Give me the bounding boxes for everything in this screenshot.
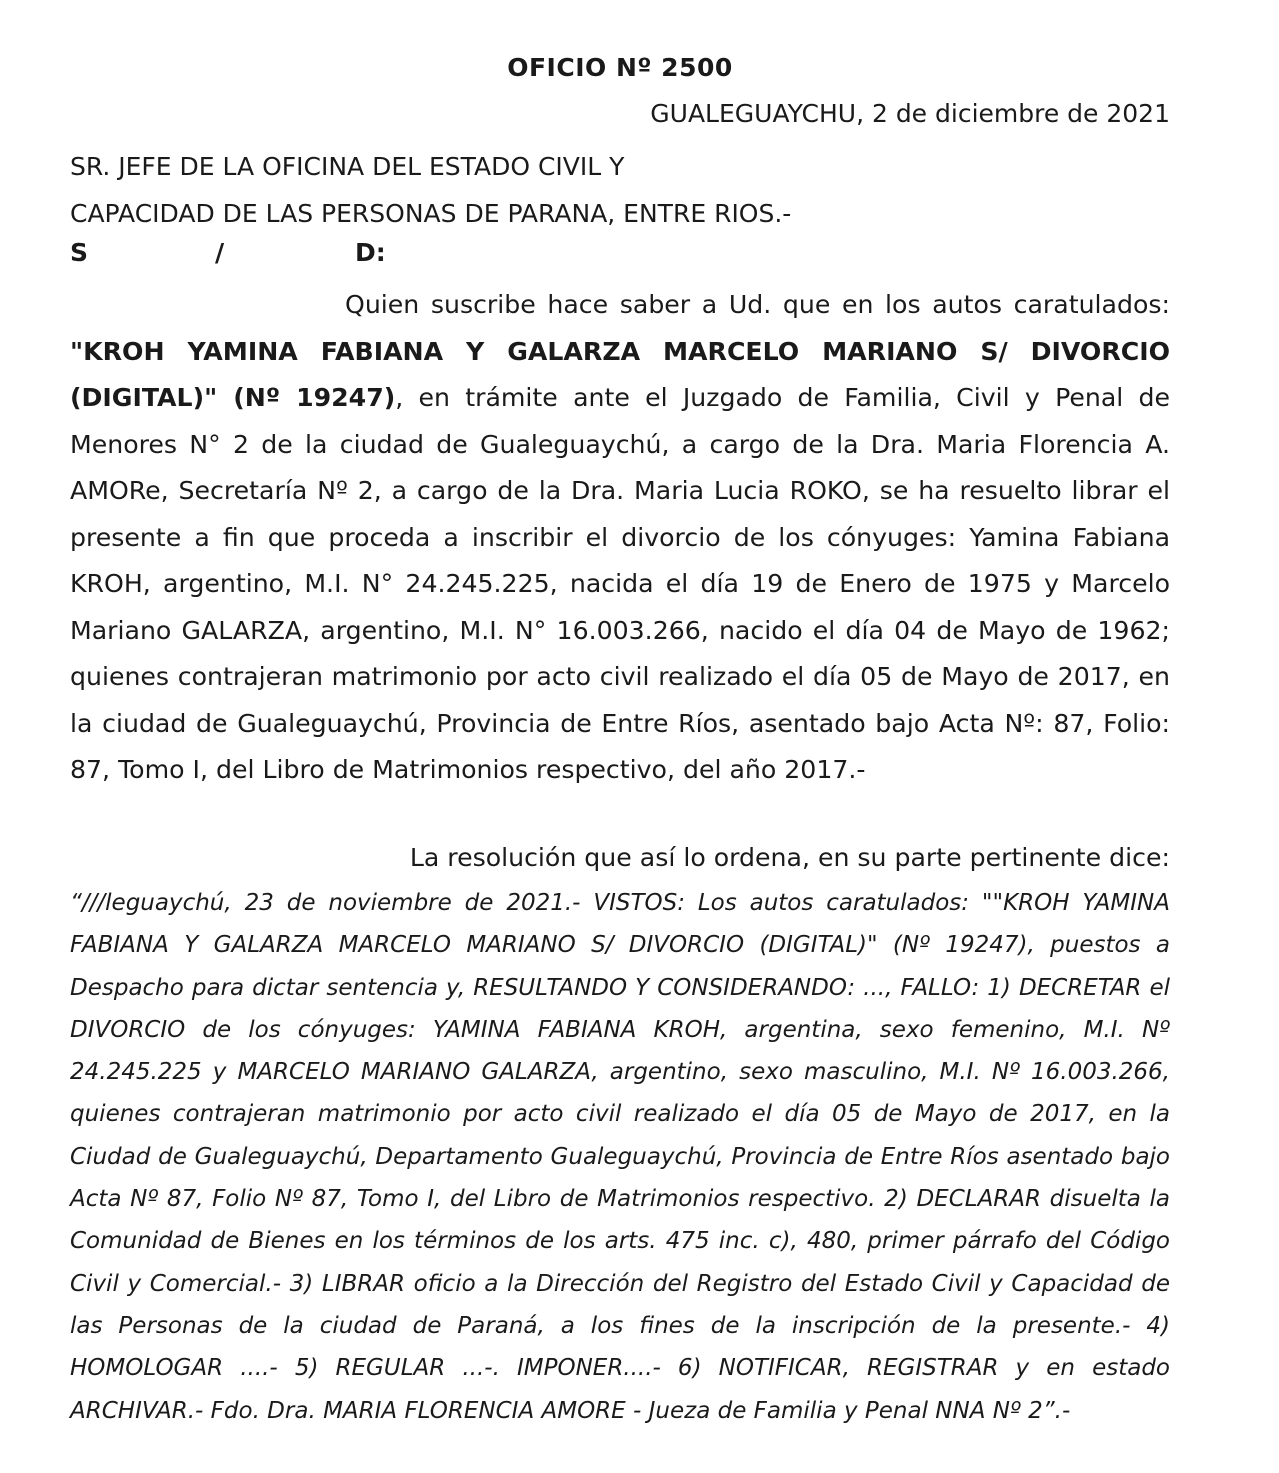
salutation-slash: / — [215, 238, 225, 267]
body-intro: Quien suscribe hace saber a Ud. que en los autos caratulados: — [345, 290, 1170, 319]
salutation-d: D: — [355, 238, 386, 267]
resolution-quote — [70, 882, 1170, 1432]
place-date: GUALEGUAYCHU, 2 de diciembre de 2021 — [650, 99, 1170, 128]
addressee-line-2: CAPACIDAD DE LAS PERSONAS DE PARANA, ENTRE RIOS.- — [70, 199, 792, 228]
case-title: "KROH YAMINA FABIANA Y GALARZA MARCELO MARIANO S/ DIVORCIO (DIGITAL)" (Nº 19247) — [70, 336, 1170, 412]
body-text: , en trámite ante el Juzgado de Familia, Civil y Penal de Menores N° 2 de la ciudad de Gualeguaychú, a cargo de la Dra. Maria Florencia A. AMORe, Secretaría Nº 2, a cargo de la Dra. Maria Lucia ROKO, se ha resuelto librar el presente a fin que proceda a inscribir el divorcio de los cónyuges: Yamina Fabiana KROH, argentino, M.I. N° 24.245.225, nacida el día 19 de Enero de 1975 y Marcelo Mariano GALARZA, argentino, M.I. N° 16.003.266, nacido el día 04 de Mayo de 1962; quienes contrajeran matrimonio por acto civil realizado el día 05 de Mayo de 2017, en la ciudad de Gualeguaychú, Provincia de Entre Ríos, asentado bajo Acta Nº: 87, Folio: 87, Tomo I, del Libro de Matrimonios respectivo, del año 2017.- — [70, 383, 1170, 784]
resolution-intro: La resolución que así lo ordena, en su parte pertinente dice: — [409, 843, 1170, 872]
addressee-line-1: SR. JEFE DE LA OFICINA DEL ESTADO CIVIL Y — [70, 152, 625, 181]
addressee-block — [70, 143, 791, 237]
body-paragraph — [70, 282, 1170, 794]
document-title: OFICIO Nº 2500 — [507, 53, 733, 82]
document-page — [70, 0, 1170, 1473]
salutation-s: S — [70, 238, 89, 267]
salutation-sd — [70, 235, 470, 275]
resolution-quote-text: “///leguaychú, 23 de noviembre de 2021.- VISTOS: Los autos caratulados: ""KROH YAMINA FABIANA Y GALARZA MARCELO MARIANO S/ DIVORCIO (DIGITAL)" (Nº 19247), puestos a Despacho para dictar sentencia y, RESULTANDO Y CONSIDERANDO: ..., FALLO: 1) DECRETAR el DIVORCIO de los cónyuges: YAMINA FABIANA KROH, argentina, sexo femenino, M.I. Nº 24.245.225 y MARCELO MARIANO GALARZA, argentino, sexo masculino, M.I. Nº 16.003.266, quienes contrajeran matrimonio por acto civil realizado el día 05 de Mayo de 2017, en la Ciudad de Gualeguaychú, Departamento Gualeguaychú, Provincia de Entre Ríos asentado bajo Acta Nº 87, Folio Nº 87, Tomo I, del Libro de Matrimonios respectivo. 2) DECLARAR disuelta la Comunidad de Bienes en los términos de los arts. 475 inc. c), 480, primer párrafo del Código Civil y Comercial.- 3) LIBRAR oficio a la Dirección del Registro del Estado Civil y Capacidad de las Personas de la ciudad de Paraná, a los fines de la inscripción de la presente.- 4) HOMOLOGAR ....- 5) REGULAR ...-. IMPONER....- 6) NOTIFICAR, REGISTRAR y en estado ARCHIVAR.- Fdo. Dra. MARIA FLORENCIA AMORE - Jueza de Familia y Penal NNA Nº 2”.- — [70, 890, 1170, 1424]
